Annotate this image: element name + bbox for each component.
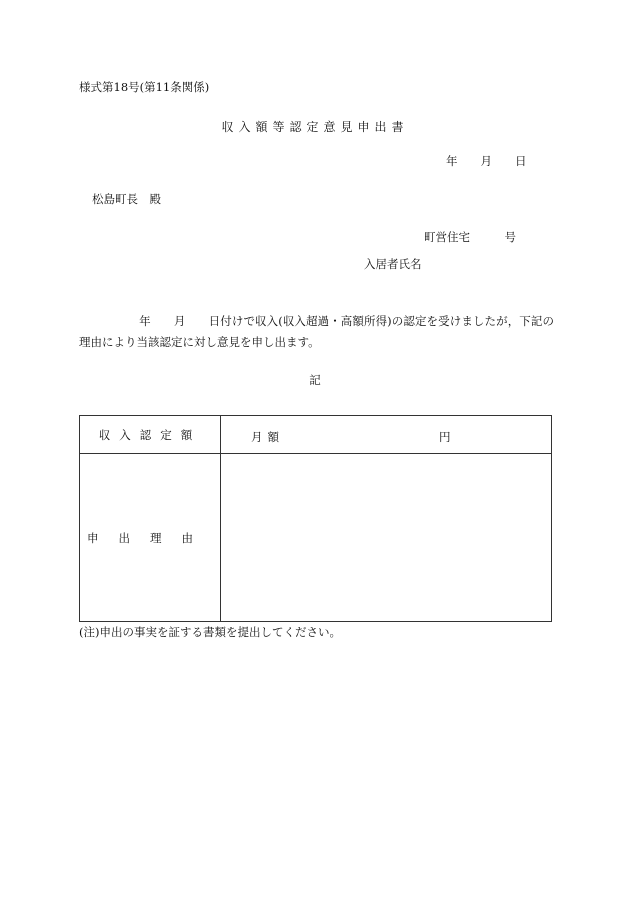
reason-label-cell [80, 454, 221, 622]
income-amount-label-cell [80, 416, 221, 454]
income-row [80, 416, 552, 454]
resident-name-label: 入居者氏名 [364, 257, 422, 271]
date-line: 年 月 日 [446, 154, 527, 168]
footnote: (注)申出の事実を証する書類を提出してください。 [79, 625, 341, 639]
document-title: 収入額等認定意見申出書 [221, 120, 409, 134]
body-text: 年 月 日付けで収入(収入超過・高額所得)の認定を受けましたが，下記の理由により当該認定に対し意見を申し出ます。 [79, 314, 554, 349]
monthly-amount-label: 月額 [251, 430, 284, 444]
housing-number-label: 町営住宅 号 [424, 230, 516, 244]
income-amount-field[interactable] [221, 416, 552, 454]
form-number: 様式第18号(第11条関係) [79, 80, 210, 94]
body-paragraph [79, 311, 554, 353]
yen-unit-label: 円 [439, 430, 451, 444]
income-amount-label: 収入認定額 [98, 427, 202, 442]
addressee: 松島町長 殿 [92, 192, 161, 206]
reason-label: 申出理由 [87, 530, 213, 545]
reason-row [80, 454, 552, 622]
reason-field[interactable] [221, 454, 552, 622]
application-table [79, 415, 552, 622]
record-heading: 記 [309, 373, 321, 387]
